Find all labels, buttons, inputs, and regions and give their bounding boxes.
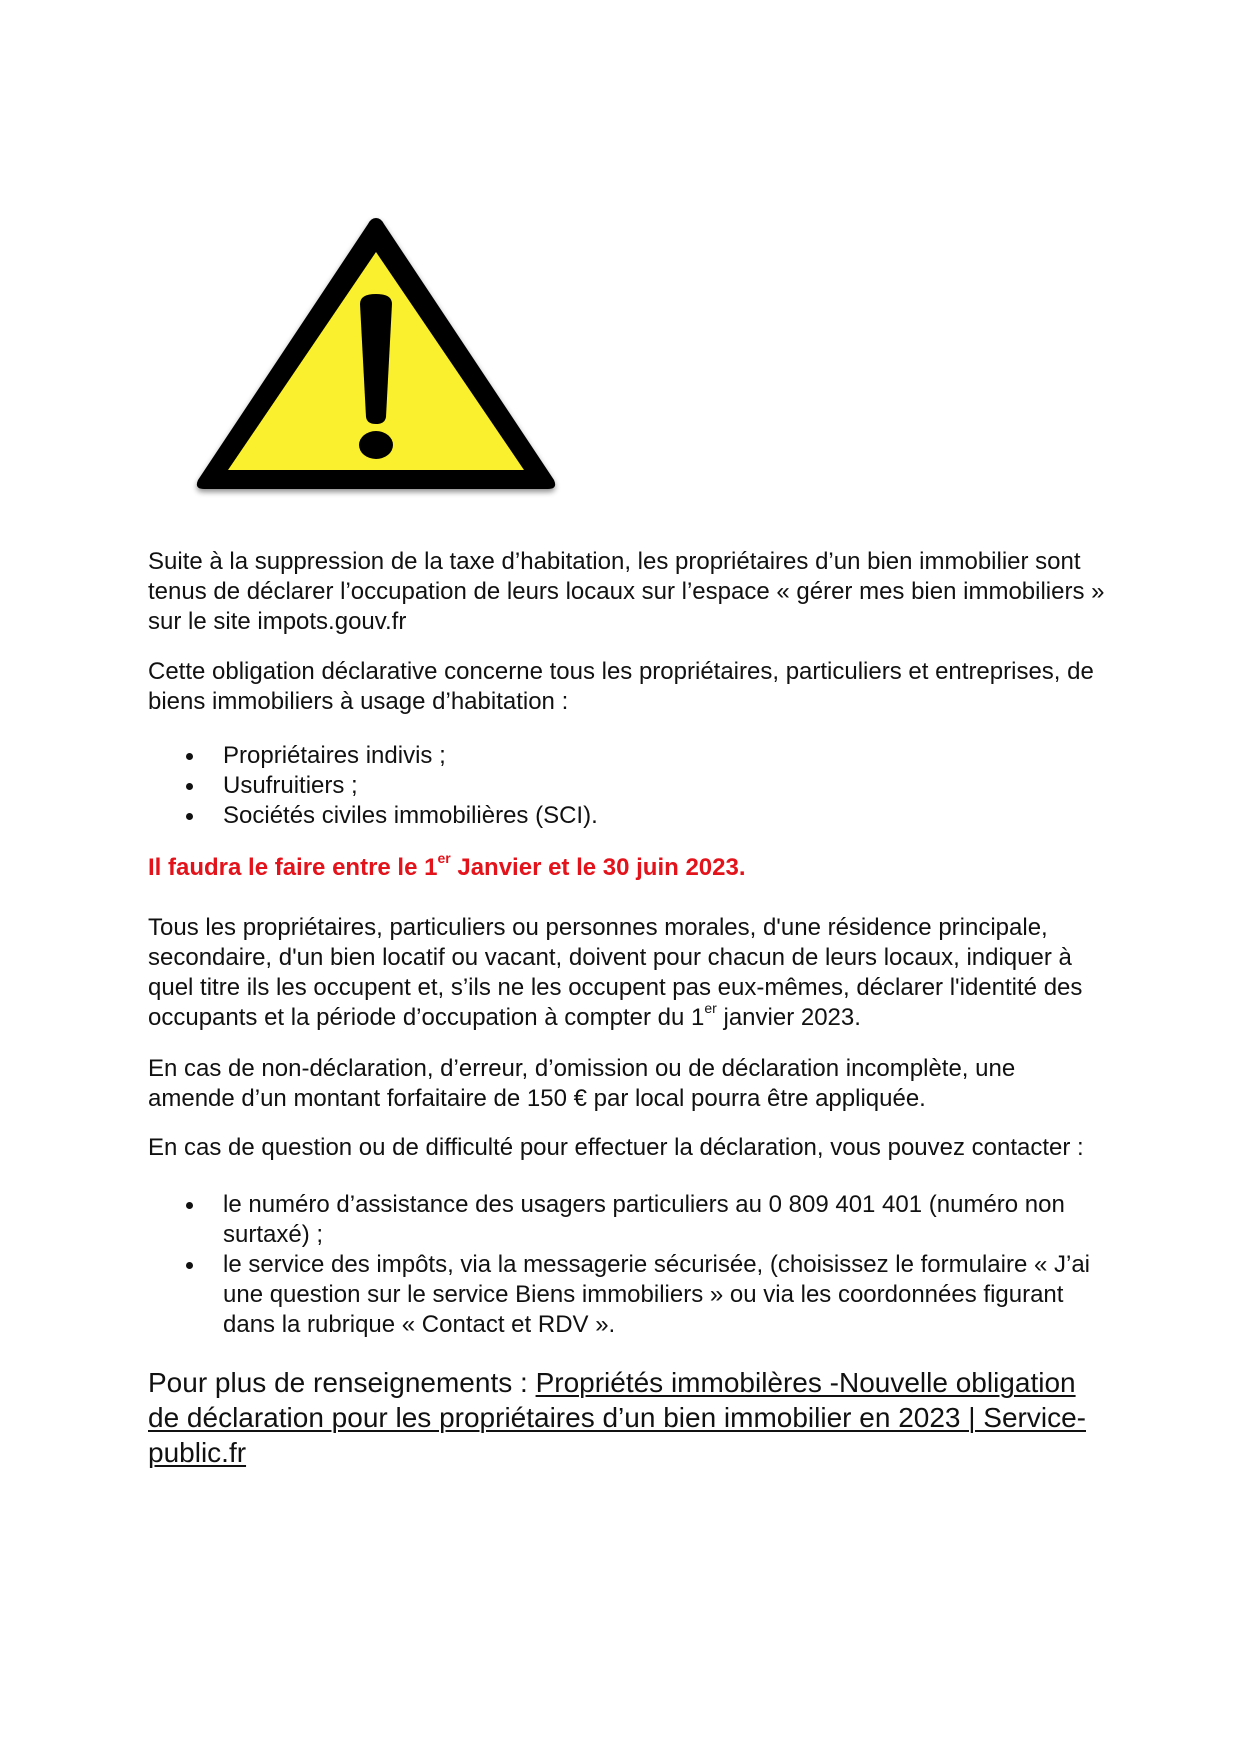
obligation-paragraph: Cette obligation déclarative concerne tous les propriétaires, particuliers et entreprises, de biens immobiliers à usage d’habitation : — [148, 658, 1094, 715]
list-item: Propriétaires indivis ; — [223, 741, 1108, 771]
intro-paragraph: Suite à la suppression de la taxe d’habitation, les propriétaires d’un bien immobilier sont tenus de déclarer l’occupation de leurs locaux sur l’espace « gérer mes bien immobiliers » sur le site impots.gouv.fr — [148, 548, 1105, 635]
more-info — [148, 1365, 1108, 1470]
bullet-icon — [186, 813, 193, 820]
document-body — [148, 547, 1108, 1470]
list-item: Usufruitiers ; — [223, 771, 1108, 801]
list-item: le service des impôts, via la messagerie sécurisée, (choisissez le formulaire « J’ai une question sur le service Biens immobiliers » ou via les coordonnées figurant dans la rubrique « Contact et RDV ». — [223, 1250, 1108, 1340]
contact-paragraph: En cas de question ou de difficulté pour effectuer la déclaration, vous pouvez contacter : — [148, 1134, 1084, 1161]
contacts-list — [148, 1190, 1108, 1340]
owners-paragraph: Tous les propriétaires, particuliers ou personnes morales, d'une résidence principale, secondaire, d'un bien locatif ou vacant, doivent pour chacun de leurs locaux, indiquer à quel titre ils les occupent et, s’ils ne les occupent pas eux-mêmes, déclarer l'identité des occupants et la période d’occupation à compter du 1er janvier 2023. — [148, 914, 1083, 1031]
warning-triangle-icon — [190, 212, 562, 498]
bullet-icon — [186, 783, 193, 790]
penalty-paragraph: En cas de non-déclaration, d’erreur, d’omission ou de déclaration incomplète, une amende d’un montant forfaitaire de 150 € par local pourra être appliquée. — [148, 1055, 1016, 1112]
exclamation-dot — [359, 431, 393, 459]
owner-types-list — [148, 741, 1108, 831]
list-item: Sociétés civiles immobilières (SCI). — [223, 801, 1108, 831]
bullet-icon — [186, 1202, 193, 1209]
deadline-notice: Il faudra le faire entre le 1er Janvier et le 30 juin 2023. — [148, 850, 746, 881]
list-item: le numéro d’assistance des usagers particuliers au 0 809 401 401 (numéro non surtaxé) ; — [223, 1190, 1108, 1250]
more-info-label: Pour plus de renseignements : — [148, 1367, 536, 1398]
bullet-icon — [186, 753, 193, 760]
service-public-link[interactable]: Propriétés immobilères -Nouvelle obligation de déclaration pour les propriétaires d’un bien immobilier en 2023 | Service-public.fr — [148, 1367, 1086, 1468]
bullet-icon — [186, 1262, 193, 1269]
